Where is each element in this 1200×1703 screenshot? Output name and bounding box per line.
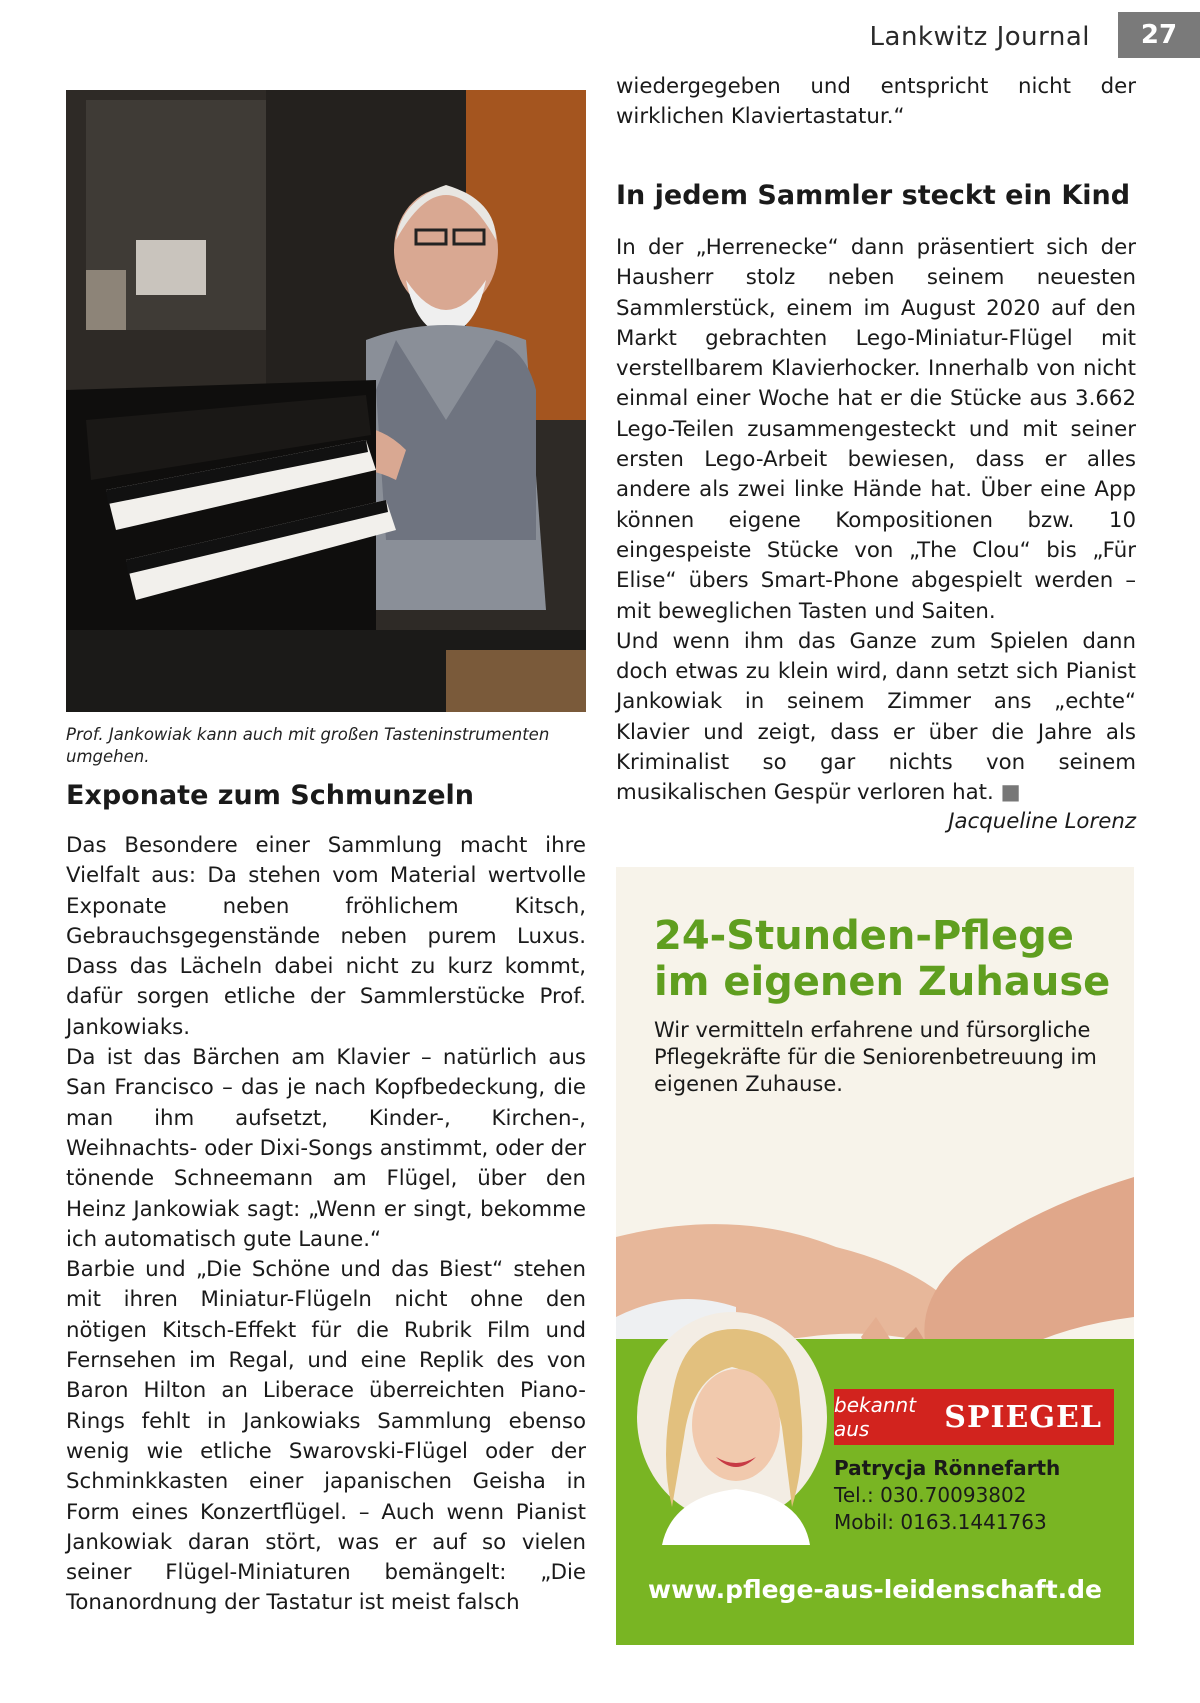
ad-subtext: Wir vermitteln erfahrene und fürsorgliche Pflegekräfte für die Seniorenbetreuung im eigenen Zuhause.: [654, 1018, 1097, 1096]
contact-phone[interactable]: Tel.: 030.70093802: [834, 1483, 1027, 1507]
journal-title: Lankwitz Journal: [869, 22, 1090, 52]
article-continuation: [616, 72, 1136, 133]
known-from-label: bekannt aus: [834, 1393, 917, 1441]
contact-name: Patrycja Rönnefarth: [834, 1456, 1061, 1480]
spiegel-badge: [834, 1389, 1114, 1445]
author-name: Jacqueline Lorenz: [948, 808, 1136, 834]
photo-caption: Prof. Jankowiak kann auch mit großen Tasteninstrumenten umgehen.: [66, 725, 550, 766]
end-mark-icon: ■: [1000, 780, 1021, 806]
article-photo: [66, 90, 586, 712]
contact-mobile[interactable]: Mobil: 0163.1441763: [834, 1510, 1047, 1534]
spiegel-logo: SPIEGEL: [944, 1399, 1102, 1435]
consultant-portrait: [632, 1307, 832, 1545]
ad-headline-line1: 24-Stunden-Pflege: [654, 913, 1074, 959]
right-column: [616, 180, 1136, 834]
ad-headline-line2: im eigenen Zuhause: [654, 959, 1111, 1005]
ad-headline: [654, 913, 1114, 1005]
ad-website-link[interactable]: www.pflege-aus-leidenschaft.de: [647, 1575, 1102, 1604]
paragraph-text: Und wenn ihm das Ganze zum Spielen dann doch etwas zu klein wird, dann setzt sich Pianist Jankowiak in seinem Zimmer ans „echte“ Klavier und zeigt, dass er über die Jahre als Kriminalist so gar nichts von seinem musikalischen Gespür verloren hat.: [616, 628, 1136, 806]
pianist-illustration: [66, 90, 586, 712]
paragraph: Barbie und „Die Schöne und das Biest“ stehen mit ihren Miniatur-Flügeln nicht ohne den nötigen Kitsch-Effekt für die Rubrik Film und Fernsehen im Regal, und eine Replik des von Baron Hilton an Liberace überreichten Piano-Rings fehlt in Jankowiaks Sammlung ebenso wenig wie etliche Swarovski-Flügel oder der Schminkkasten einer japanischen Geisha in Form eines Konzertflügel. – Auch wenn Pianist Jankowiak daran stört, was er auf so vielen seiner Flügel-Miniaturen bemängelt: „Die Tonanordnung der Tastatur ist meist falsch: [66, 1257, 586, 1616]
left-column: [66, 780, 586, 1619]
ad-contact: [834, 1455, 1124, 1536]
intro-text: wiedergegeben und entspricht nicht der wirklichen Klaviertastatur.“: [616, 74, 1136, 130]
advertisement[interactable]: [616, 867, 1134, 1645]
paragraph: [616, 627, 1136, 809]
paragraph: Das Besondere einer Sammlung macht ihre Vielfalt aus: Da stehen vom Material wertvolle Exponate neben fröhlichem Kitsch, Gebrauchsgegenstände neben purem Luxus. Dass das Lächeln dabei nicht zu kurz kommt, dafür sorgen etliche der Sammlerstücke Prof. Jankowiaks.: [66, 833, 586, 1040]
paragraph: In der „Herrenecke“ dann präsentiert sich der Hausherr stolz neben seinem neuesten Sammlerstück, einem im August 2020 auf den Markt gebrachten Lego-Miniatur-Flügel mit verstellbarem Klavierhocker. Innerhalb von nicht einmal einer Woche hat er die Stücke aus 3.662 Lego-Teilen zusammengesteckt und mit seiner ersten Lego-Arbeit bewiesen, dass er alles andere als zwei linke Hände hat. Über eine App können eigene Kompositionen bzw. 10 eingespeiste Stücke von „The Clou“ bis „Für Elise“ übers Smart-Phone abgespielt werden – mit beweglichen Tasten und Saiten.: [616, 235, 1136, 624]
section-heading-exponate: Exponate zum Schmunzeln: [66, 780, 475, 811]
paragraph: Da ist das Bärchen am Klavier – natürlich aus San Francisco – das je nach Kopfbedeckung, die man ihm aufsetzt, Kinder-, Kirchen-, Weihnachts- oder Dixi-Songs anstimmt, oder der tönende Schneemann am Flügel, über den Heinz Jankowiak sagt: „Wenn er singt, bekomme ich automatisch gute Laune.“: [66, 1045, 586, 1252]
section-heading-sammler: In jedem Sammler steckt ein Kind: [616, 180, 1131, 211]
page-number: 27: [1118, 12, 1200, 58]
